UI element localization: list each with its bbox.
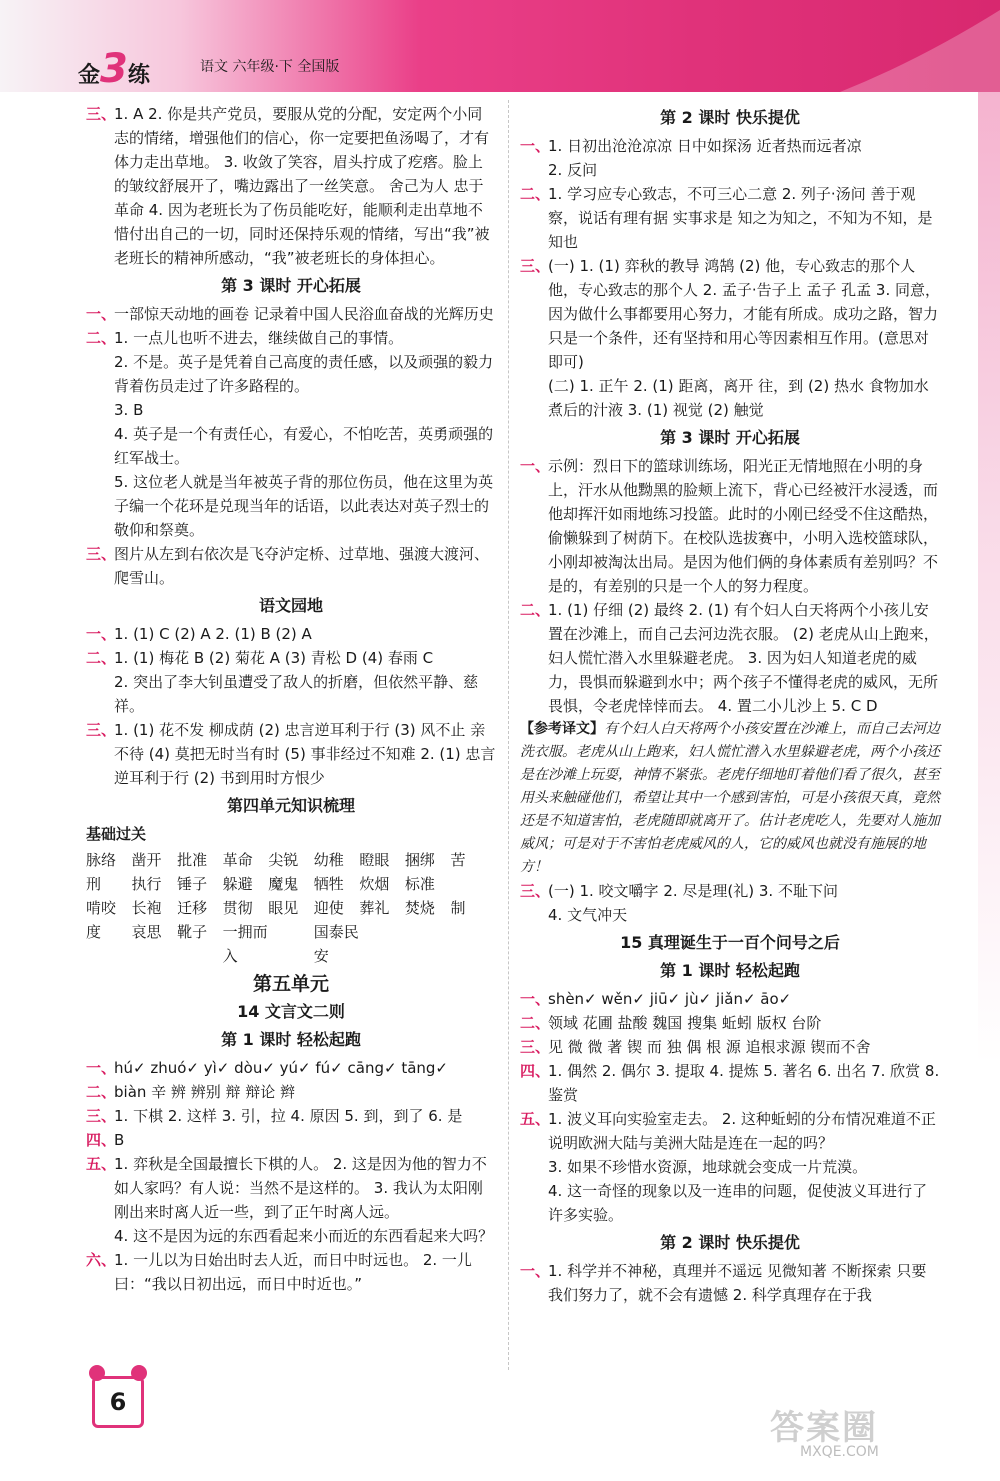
book-subtitle: 语文 六年级·下 全国版 (200, 59, 340, 75)
section-title: 第四单元知识梳理 (226, 796, 355, 815)
question-marker: 三、 (86, 545, 117, 563)
section-title: 第 1 课时 轻松起跑 (221, 1030, 361, 1049)
question-marker: 一、 (520, 457, 551, 475)
answer-text: 1. (1) 仔细 (2) 最终 2. (1) 有个妇人白天将两个小孩儿安置在沙滩上，而自己去河边洗衣服。 (2) 老虎从山上跑来，妇人慌忙潜入水里躲避老虎。 3. 因为妇人知道老虎的威力，畏惧而躲避到水中；两个孩子不懂得老虎的威风，无所畏惧，令老虎悻悻而去。 4. 置二小儿沙上 5. C D (548, 601, 939, 715)
word-item: 焚烧 (404, 899, 435, 917)
answer-row (86, 1080, 496, 1104)
answer-text: hú✓ zhuó✓ yì✓ dòu✓ yú✓ fú✓ cāng✓ tāng✓ (114, 1059, 448, 1077)
answer-text: 4. 这一奇怪的现象以及一连串的问题，促使波义耳进行了许多实验。 (548, 1182, 928, 1224)
translation-tag: 【参考译文】 (520, 721, 604, 737)
answer-text: biàn 辛 辨 辨别 辩 辩论 辫 (114, 1083, 295, 1101)
answer-row (86, 670, 496, 718)
word-item (405, 920, 451, 968)
answer-row (520, 1259, 940, 1307)
answer-row (86, 1152, 496, 1224)
translation-text: 有个妇人白天将两个小孩安置在沙滩上，而自己去河边洗衣服。老虎从山上跑来，妇人慌忙潜入水里躲避老虎，两个小孩还是在沙滩上玩耍，神情不紧张。老虎仔细地盯着他们看了很久，甚至用头来触碰他们，希望让其中一个感到害怕，可是小孩很天真，竟然还是不知道害怕，老虎随即就离开了。估计老虎吃人，先要对人施加威风；可是对于不害怕老虎威风的人，它的威风也就没有施展的地方！ (520, 721, 940, 875)
word-item: 脉络 (86, 851, 117, 869)
question-marker: 一、 (86, 625, 117, 643)
word-item: 锤子 (177, 875, 208, 893)
answer-row (86, 1224, 496, 1248)
question-marker: 一、 (520, 990, 551, 1008)
question-marker: 五、 (86, 1155, 117, 1173)
answer-row (520, 987, 940, 1011)
answer-row (520, 254, 940, 374)
answer-row (86, 718, 496, 790)
question-marker: 二、 (520, 601, 551, 619)
word-item: 制 (450, 899, 466, 917)
answer-text: (一) 1. (1) 弈秋的教导 鸿鹄 (2) 他，专心致志的那个人 他，专心致志的那个人 2. 孟子·告子上 孟子 孔孟 3. 同意，因为做什么事都要用心努力，才能有所成。成功之路，智力只是一个条件，还有坚持和用心等因素相互作用。(意思对即可) (548, 257, 941, 371)
answer-row (520, 1011, 940, 1035)
answer-row (520, 1155, 940, 1179)
answer-text: (二) 1. 正午 2. (1) 距离，离开 往，到 (2) 热水 食物加水煮后的汁液 3. (1) 视觉 (2) 触觉 (548, 377, 929, 419)
word-item (268, 920, 314, 968)
word-item: 凿开 (131, 851, 162, 869)
answer-text: 5. 这位老人就是当年被英子背的那位伤员，他在这里为英子编一个花环是兑现当年的话语，以此表达对英子烈士的敬仰和祭奠。 (114, 473, 494, 539)
answer-row (86, 542, 496, 590)
answer-text: 4. 文气冲天 (548, 906, 628, 924)
answer-row (520, 598, 940, 718)
word-item: 葬礼 (359, 899, 390, 917)
ear-icon (131, 1365, 147, 1381)
answer-text: 1. A 2. 你是共产党员，要服从党的分配，安定两个小同志的情绪，增强他们的信心，你一定要把鱼汤喝了，才有体力走出草地。 3. 收敛了笑容，眉头拧成了疙瘩。脸上的皱纹舒展开了，嘴边露出了一丝笑意。 舍己为人 忠于革命 4. 因为老班长为了伤员能吃好，能顺利走出草地不惜付出自己的一切，同时还保持乐观的情绪，写出“我”被老班长的精神所感动，“我”被老班长的身体担心。 (114, 105, 490, 267)
word-item: 刑 (86, 875, 102, 893)
answer-row (86, 102, 496, 270)
word-item: 牺牲 (313, 875, 344, 893)
question-marker: 三、 (86, 721, 117, 739)
answer-text: 1. (1) 花不发 柳成荫 (2) 忠言逆耳利于行 (3) 风不止 亲不待 (4) 莫把无时当有时 (5) 事非经过不知难 2. (1) 忠言逆耳利于行 (2) 书到用时方恨少 (114, 721, 496, 787)
section-title: 第 1 课时 轻松起跑 (660, 961, 800, 980)
question-marker: 三、 (86, 1107, 117, 1125)
question-marker: 二、 (520, 185, 551, 203)
question-marker: 二、 (86, 329, 117, 347)
word-item: 眼见 (268, 899, 299, 917)
answer-text: 3. 如果不珍惜水资源，地球就会变成一片荒漠。 (548, 1158, 868, 1176)
section-title: 语文园地 (258, 596, 323, 615)
answer-row (86, 302, 496, 326)
section-title: 第 2 课时 快乐提优 (660, 108, 800, 127)
answer-text: shèn✓ wěn✓ jiū✓ jù✓ jiǎn✓ āo✓ (548, 990, 792, 1008)
question-marker: 五、 (520, 1110, 551, 1128)
word-item: 啃咬 (86, 899, 117, 917)
answer-text: 图片从左到右依次是飞夺泸定桥、过草地、强渡大渡河、爬雪山。 (114, 545, 490, 587)
unit-title: 第五单元 (252, 973, 329, 995)
answer-row (520, 903, 940, 927)
question-marker: 四、 (520, 1062, 551, 1080)
answer-text: 一部惊天动地的画卷 记录着中国人民浴血奋战的光辉历史 (114, 305, 494, 323)
answer-text: B (114, 1131, 125, 1149)
question-marker: 二、 (86, 1083, 117, 1101)
answer-text: 1. 波义耳向实验室走去。 2. 这种蚯蚓的分布情况难道不正说明欧洲大陆与美洲大陆是连在一起的吗？ (548, 1110, 936, 1152)
section-title: 14 文言文二则 (237, 1002, 345, 1021)
word-item (450, 920, 496, 968)
word-grid (86, 848, 496, 968)
question-marker: 三、 (520, 1038, 551, 1056)
word-item: 迎使 (313, 899, 344, 917)
answer-row (520, 1179, 940, 1227)
ear-icon (89, 1365, 105, 1381)
word-item: 迁移 (177, 899, 208, 917)
word-item (359, 920, 405, 968)
answer-text: 1. 学习应专心致志，不可三心二意 2. 列子·汤问 善于观察，说话有理有据 实事求是 知之为知之，不知为不知，是知也 (548, 185, 933, 251)
section-title: 第 2 课时 快乐提优 (660, 1233, 800, 1252)
answer-row (520, 1107, 940, 1155)
brand-logo: 金3练 (78, 46, 150, 92)
word-item: 靴子 (177, 923, 208, 941)
word-item: 批准 (177, 851, 208, 869)
right-column (520, 102, 940, 1307)
word-item: 炊烟 (359, 875, 390, 893)
page-number: 6 (109, 1388, 127, 1416)
question-marker: 二、 (86, 649, 117, 667)
answer-row (520, 1035, 940, 1059)
answer-text: 3. B (114, 401, 144, 419)
answer-text: 1. (1) 梅花 B (2) 菊花 A (3) 青松 D (4) 春雨 C (114, 649, 434, 667)
question-marker: 三、 (86, 105, 117, 123)
side-strip (978, 92, 1000, 1481)
header-decoration-icon (840, 0, 1000, 92)
answer-text: 2. 反问 (548, 161, 598, 179)
answer-text: 1. 日初出沧沧凉凉 日中如探汤 近者热而远者凉 (548, 137, 862, 155)
answer-row (520, 158, 940, 182)
answer-row (520, 134, 940, 158)
answer-row (86, 422, 496, 470)
answer-row (86, 350, 496, 398)
word-item: 瞪眼 (359, 851, 390, 869)
word-item: 魔鬼 (268, 875, 299, 893)
question-marker: 一、 (86, 1059, 117, 1077)
answer-row (520, 1059, 940, 1107)
word-item: 捆绑 (404, 851, 435, 869)
word-item: 度 (86, 923, 102, 941)
answer-row (520, 182, 940, 254)
word-item: 国泰民安 (313, 923, 359, 965)
question-marker: 四、 (86, 1131, 117, 1149)
word-item: 尖锐 (268, 851, 299, 869)
answer-text: 2. 突出了李大钊虽遭受了敌人的折磨，但依然平静、慈祥。 (114, 673, 479, 715)
section-title: 15 真理诞生于一百个问号之后 (620, 933, 840, 952)
answer-row (86, 646, 496, 670)
section-title: 第 3 课时 开心拓展 (221, 276, 361, 295)
answer-text: 见 微 微 著 锲 而 独 偶 根 源 追根求源 锲而不舍 (548, 1038, 871, 1056)
question-marker: 六、 (86, 1251, 117, 1269)
word-item: 哀思 (131, 923, 162, 941)
answer-text: 4. 这不是因为远的东西看起来小而近的东西看起来大吗？ (114, 1227, 494, 1245)
word-item: 贯彻 (222, 899, 253, 917)
word-item: 长袍 (131, 899, 162, 917)
word-item (450, 872, 496, 896)
answer-text: 1. 一儿以为日始出时去人近，而日中时远也。 2. 一儿曰：“我以日初出远，而日中时近也。” (114, 1251, 472, 1293)
answer-row (86, 1104, 496, 1128)
answer-text: 4. 英子是一个有责任心，有爱心，不怕吃苦，英勇顽强的红军战士。 (114, 425, 494, 467)
question-marker: 一、 (86, 305, 117, 323)
word-item: 苦 (450, 851, 466, 869)
word-item: 标准 (404, 875, 435, 893)
section-title: 第 3 课时 开心拓展 (660, 428, 800, 447)
question-marker: 二、 (520, 1014, 551, 1032)
question-marker: 一、 (520, 1262, 551, 1280)
column-divider (508, 100, 510, 1370)
answer-text: 1. 偶然 2. 偶尔 3. 提取 4. 提炼 5. 著名 6. 出名 7. 欣赏 8. 鉴赏 (548, 1062, 940, 1104)
answer-text: 领域 花圃 盐酸 魏国 搜集 蚯蚓 版权 台阶 (548, 1014, 822, 1032)
word-item: 革命 (222, 851, 253, 869)
answer-row (86, 622, 496, 646)
answer-row (86, 1128, 496, 1152)
answer-text: 示例：烈日下的篮球训练场，阳光正无情地照在小明的身上，汗水从他黝黑的脸颊上流下，背心已经被汗水浸透，而他却挥汗如雨地练习投篮。此时的小刚已经受不住这酷热，偷懒躲到了树荫下。在校队选拔赛中，小明入选校篮球队，小刚却被淘汰出局。是因为他们俩的身体素质有差别吗？不是的，有差别的只是一个人的努力程度。 (548, 457, 939, 595)
answer-row (520, 374, 940, 422)
question-marker: 三、 (520, 882, 551, 900)
answer-row (86, 1056, 496, 1080)
question-marker: 一、 (520, 137, 551, 155)
answer-row (86, 326, 496, 350)
page-number-badge (92, 1376, 144, 1428)
answer-text: 2. 不是。英子是凭着自己高度的责任感，以及顽强的毅力背着伤员走过了许多路程的。 (114, 353, 494, 395)
answer-text: (一) 1. 咬文嚼字 2. 尽是理(礼) 3. 不耻下问 (548, 882, 838, 900)
word-item: 执行 (131, 875, 162, 893)
answer-row (86, 398, 496, 422)
answer-row (86, 470, 496, 542)
question-marker: 三、 (520, 257, 551, 275)
answer-row (520, 454, 940, 598)
answer-text: 1. 下棋 2. 这样 3. 引，拉 4. 原因 5. 到，到了 6. 是 (114, 1107, 463, 1125)
subsection-title: 基础过关 (86, 825, 147, 843)
reference-translation (520, 718, 940, 879)
word-item: 一拥而入 (222, 923, 268, 965)
left-column (86, 102, 496, 1296)
answer-row (86, 1248, 496, 1296)
answer-text: 1. 一点儿也听不进去，继续做自己的事情。 (114, 329, 404, 347)
watermark: 答案圈 (770, 1408, 878, 1448)
answer-text: 1. 科学并不神秘，真理并不遥远 见微知著 不断探索 只要我们努力了，就不会有遗憾 2. 科学真理存在于我 (548, 1262, 927, 1304)
word-item: 躲避 (222, 875, 253, 893)
answer-text: 1. (1) C (2) A 2. (1) B (2) A (114, 625, 312, 643)
word-item: 幼稚 (313, 851, 344, 869)
watermark-url: MXQE.COM (800, 1444, 879, 1460)
page-header (0, 0, 1000, 92)
answer-text: 1. 弈秋是全国最擅长下棋的人。 2. 这是因为他的智力不如人家吗？有人说：当然不是这样的。 3. 我认为太阳刚刚出来时离人近一些，到了正午时离人远。 (114, 1155, 487, 1221)
answer-row (520, 879, 940, 903)
